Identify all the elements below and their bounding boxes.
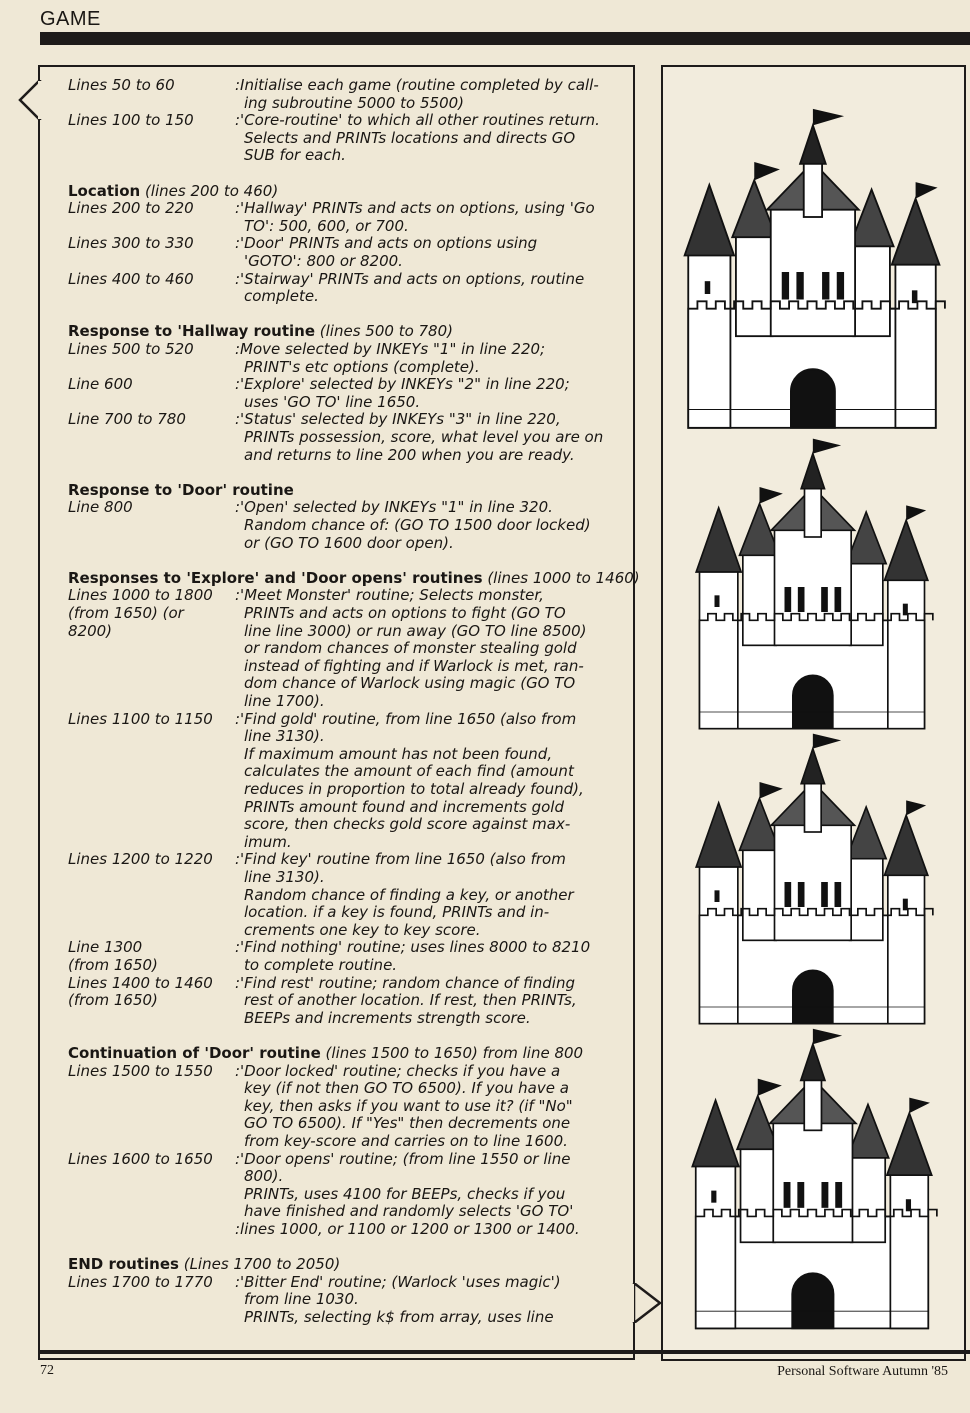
entry-description-line: 800).	[244, 1167, 284, 1186]
entry-description-line: 'GOTO': 800 or 8200.	[244, 252, 403, 270]
entry-description-line: :'Status' selected by INKEYs "3" in line 220,	[235, 410, 561, 429]
entry-description-line: SUB for each.	[244, 146, 346, 165]
entry-description-line: uses 'GO TO' line 1650.	[244, 392, 421, 411]
entry-description-line: :Move selected by INKEYs "1" in line 220;	[235, 340, 546, 358]
entry-line-range: Lines 1100 to 1150	[68, 709, 213, 728]
entry-description-line: dom chance of Warlock using magic (GO TO	[244, 674, 576, 693]
entry-description-line: :'Find rest' routine; random chance of finding	[235, 973, 575, 992]
entry-description-line: reduces in proportion to total already found),	[244, 780, 584, 798]
entry-line-range: Lines 200 to 220	[68, 199, 194, 218]
entry-description-line: or (GO TO 1600 door open).	[244, 533, 454, 552]
entry-line-range: Lines 400 to 460	[68, 269, 194, 288]
entry-description-line: location. if a key is found, PRINTs and in-	[244, 903, 550, 922]
entry-description-line: calculates the amount of each find (amount	[244, 762, 574, 781]
entry-description-line: from key-score and carries on to line 1600.	[244, 1132, 568, 1150]
entry-description-line: rest of another location. If rest, then PRINTs,	[244, 991, 577, 1010]
entry-description-line: Random chance of: (GO TO 1500 door locked)	[244, 516, 591, 534]
entry-line-range: Lines 50 to 60	[68, 76, 175, 94]
entry-description-line: instead of fighting and if Warlock is met, ran-	[244, 656, 584, 675]
entry-description-line: Random chance of finding a key, or another	[244, 885, 574, 904]
entry-description-line: key (if not then GO TO 6500). If you have a	[244, 1079, 569, 1098]
entry-description-line: :'Door opens' routine; (from line 1550 or line	[235, 1149, 571, 1168]
text-panel	[38, 65, 640, 1360]
entry-description-line: PRINTs amount found and increments gold	[244, 797, 564, 816]
entry-description-line: and returns to line 200 when you are ready.	[244, 445, 575, 464]
entry-description-line: GO TO 6500). If "Yes" then decrements one	[244, 1114, 571, 1133]
entry-description-line: BEEPs and increments strength score.	[244, 1008, 531, 1027]
entry-description-line: ing subroutine 5000 to 5500)	[244, 93, 465, 112]
bottom-rule	[40, 1350, 970, 1354]
castle-drawing	[667, 107, 957, 437]
section-heading-title: Response to 'Hallway routine	[68, 322, 316, 341]
entry-line-range: (from 1650)	[68, 956, 158, 974]
section-heading	[68, 323, 453, 341]
entry-description-line: :'Door' PRINTs and acts on options using	[235, 234, 538, 253]
entry-description-line: key, then asks if you want to use it? (if "No"	[244, 1096, 573, 1115]
publication-title: Personal Software Autumn '85	[777, 1364, 948, 1379]
entry-description-line: line 3130).	[244, 727, 325, 746]
entry-description-line: :'Hallway' PRINTs and acts on options, using 'Go	[235, 199, 595, 218]
entry-description-line: PRINTs, selecting k$ from array, uses line	[244, 1308, 554, 1326]
section-heading-title: Response to 'Door' routine	[68, 480, 294, 499]
entry-line-range: 8200)	[68, 621, 113, 640]
section-heading	[68, 183, 278, 201]
entry-description-line: complete.	[244, 287, 319, 306]
left-pointer	[18, 80, 42, 120]
entry-line-range: Lines 1000 to 1800	[68, 586, 213, 605]
entry-description-line: :'Door locked' routine; checks if you have a	[235, 1061, 561, 1080]
section-heading-title: Responses to 'Explore' and 'Door opens' routines	[68, 568, 483, 587]
entry-line-range: Lines 300 to 330	[68, 234, 194, 253]
entry-description-line: :Initialise each game (routine completed by call-	[235, 76, 599, 94]
entry-description-line: :'Explore' selected by INKEYs "2" in line 220;	[235, 375, 570, 394]
castle-drawing	[667, 732, 957, 1032]
entry-description-line: line line 3000) or run away (GO TO line 8500)	[244, 621, 587, 640]
entry-line-range: Lines 1600 to 1650	[68, 1149, 213, 1168]
entry-line-range: (from 1650) (or	[68, 604, 184, 622]
entry-description-line: PRINTs possession, score, what level you are on	[244, 428, 604, 446]
entry-description-line: line 1700).	[244, 692, 325, 710]
entry-description-line: from line 1030.	[244, 1290, 359, 1309]
entry-line-range: Lines 1200 to 1220	[68, 850, 213, 869]
entry-description-line: imum.	[244, 832, 292, 851]
entry-description-line: :'Bitter End' routine; (Warlock 'uses magic')	[235, 1272, 561, 1291]
entry-description-line: :'Find nothing' routine; uses lines 8000 to 8210	[235, 938, 591, 957]
entry-description-line: :'Meet Monster' routine; Selects monster,	[235, 586, 544, 605]
section-heading-range: (lines 1000 to 1460)	[482, 568, 640, 587]
section-heading-title: Location	[68, 181, 141, 200]
entry-line-range: Line 600	[68, 375, 133, 394]
entry-description-line: :'Stairway' PRINTs and acts on options, routine	[235, 269, 585, 288]
entry-description-line: have finished and randomly selects 'GO TO'	[244, 1202, 574, 1221]
entry-description-line: or random chances of monster stealing gold	[244, 639, 577, 658]
section-label: GAME	[40, 8, 101, 30]
entry-line-range: Lines 1400 to 1460	[68, 973, 213, 992]
right-pointer	[632, 1283, 662, 1323]
section-heading	[68, 570, 640, 588]
entry-description-line: Selects and PRINTs locations and directs GO	[244, 128, 576, 147]
castle-drawing	[667, 437, 957, 737]
entry-description-line: TO': 500, 600, or 700.	[244, 216, 409, 235]
entry-description-line: If maximum amount has not been found,	[244, 744, 553, 763]
section-heading	[68, 482, 294, 500]
entry-description-line: :'Find gold' routine, from line 1650 (also from	[235, 709, 577, 728]
top-rule	[40, 32, 970, 45]
entry-line-range: Line 700 to 780	[68, 410, 186, 429]
entry-description-line: PRINTs, uses 4100 for BEEPs, checks if you	[244, 1184, 566, 1203]
section-heading-range: (lines 200 to 460)	[140, 181, 279, 200]
entry-line-range: Line 1300	[68, 938, 143, 957]
page-number: 72	[40, 1363, 54, 1378]
section-heading-title: END routines	[68, 1255, 179, 1274]
section-heading	[68, 1256, 340, 1274]
entry-line-range: (from 1650)	[68, 991, 158, 1010]
entry-description-line: :'Find key' routine from line 1650 (also from	[235, 850, 566, 869]
entry-description-line: :lines 1000, or 1100 or 1200 or 1300 or 1400.	[235, 1220, 580, 1238]
section-heading	[68, 1045, 583, 1063]
section-heading-range: (lines 500 to 780)	[315, 322, 453, 341]
castle-illustration-panel	[661, 65, 966, 1361]
castle-drawing	[667, 1027, 957, 1337]
entry-description-line: PRINT's etc options (complete).	[244, 357, 480, 376]
entry-description-line: :'Open' selected by INKEYs "1" in line 320.	[235, 498, 553, 517]
entry-description-line: PRINTs and acts on options to fight (GO TO	[244, 604, 566, 622]
entry-description-line: score, then checks gold score against max-	[244, 815, 571, 834]
entry-description-line: line 3130).	[244, 868, 325, 886]
entry-line-range: Lines 1500 to 1550	[68, 1061, 213, 1080]
entry-line-range: Line 800	[68, 498, 133, 517]
section-heading-range: (lines 1500 to 1650) from line 800	[320, 1044, 584, 1062]
entry-description-line: to complete routine.	[244, 956, 398, 974]
entry-line-range: Lines 100 to 150	[68, 111, 194, 130]
entry-description-line: :'Core-routine' to which all other routines return.	[235, 111, 600, 130]
entry-line-range: Lines 500 to 520	[68, 340, 194, 358]
entry-description-line: crements one key to key score.	[244, 920, 481, 939]
entry-line-range: Lines 1700 to 1770	[68, 1272, 213, 1291]
section-heading-range: (Lines 1700 to 2050)	[178, 1255, 341, 1274]
section-heading-title: Continuation of 'Door' routine	[68, 1044, 321, 1062]
